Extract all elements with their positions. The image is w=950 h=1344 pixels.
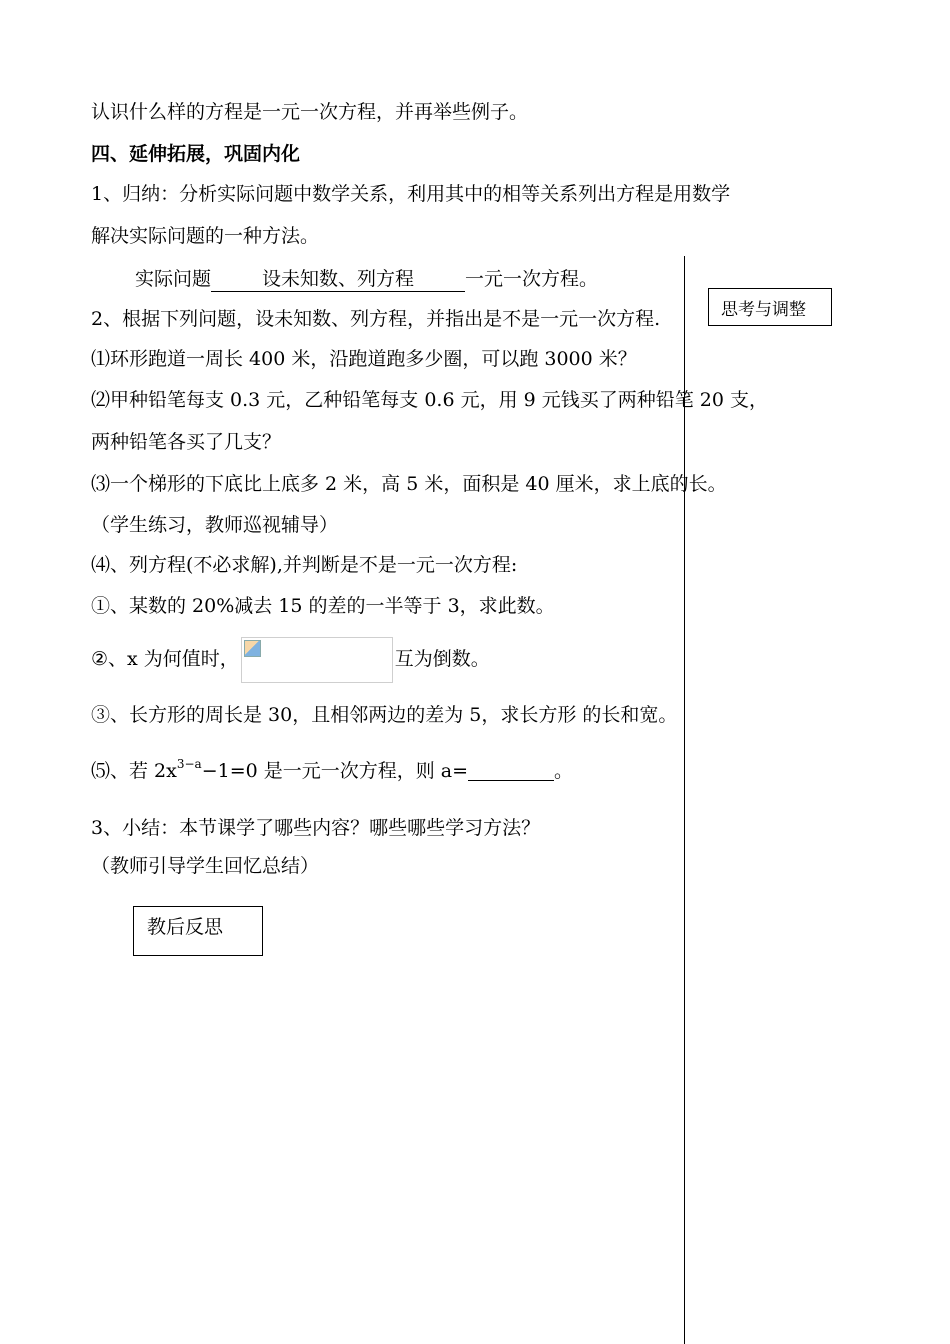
exponent: 3−a (176, 757, 202, 771)
summary-line-2: 解决实际问题的一种方法。 (91, 225, 320, 247)
problem-2-line-2: 两种铅笔各买了几支？ (91, 431, 282, 453)
intro-line: 认识什么样的方程是一元一次方程，并再举些例子。 (91, 101, 529, 123)
section-heading: 四、延伸拓展，巩固内化 (91, 143, 301, 165)
summary-note: （教师引导学生回忆总结） (91, 855, 320, 877)
question-1: ①、某数的 20%减去 15 的差的一半等于 3，求此数。 (91, 595, 555, 617)
question-3: ③、长方形的周长是 30，且相邻两边的差为 5，求长方形 的长和宽。 (91, 704, 678, 726)
flow-start: 实际问题 (135, 268, 212, 290)
problem-4: ⑷、列方程(不必求解),并判断是不是一元一次方程: (91, 554, 518, 576)
problem-1: ⑴环形跑道一周长 400 米，沿跑道跑多少圈，可以跑 3000 米？ (91, 348, 637, 370)
flow-middle: 设未知数、列方程 (211, 267, 465, 292)
question-2-start: ②、x 为何值时， (91, 648, 239, 670)
question-2-end: 互为倒数。 (394, 648, 490, 670)
problem-3-note: （学生练习，教师巡视辅导） (91, 514, 339, 536)
margin-rule (684, 256, 685, 1344)
reflection-box: 教后反思 (133, 906, 263, 956)
question-5-end: 。 (554, 760, 574, 782)
summary-line-1: 1、归纳：分析实际问题中数学关系，利用其中的相等关系列出方程是用数学 (91, 183, 731, 205)
question-2 (91, 634, 490, 684)
problem-3: ⑶一个梯形的下底比上底多 2 米，高 5 米，面积是 40 厘米，求上底的长。 (91, 473, 727, 495)
flow-end: 一元一次方程。 (465, 268, 599, 290)
question-5 (91, 757, 573, 785)
broken-image-icon (244, 640, 261, 657)
think-adjust-box: 思考与调整 (708, 288, 832, 326)
problem-2-line-1: ⑵甲种铅笔每支 0.3 元，乙种铅笔每支 0.6 元，用 9 元钱买了两种铅笔 20 支， (91, 389, 769, 411)
answer-blank (468, 758, 554, 781)
broken-image-placeholder (241, 637, 393, 683)
question-5-middle: −1=0 是一元一次方程，则 a= (201, 760, 469, 782)
flow-line (135, 265, 598, 293)
question-5-start: ⑸、若 2x (91, 760, 177, 782)
task-2-line: 2、根据下列问题，设未知数、列方程，并指出是不是一元一次方程. (91, 308, 661, 330)
summary-task: 3、小结：本节课学了哪些内容？哪些哪些学习方法？ (91, 817, 541, 839)
